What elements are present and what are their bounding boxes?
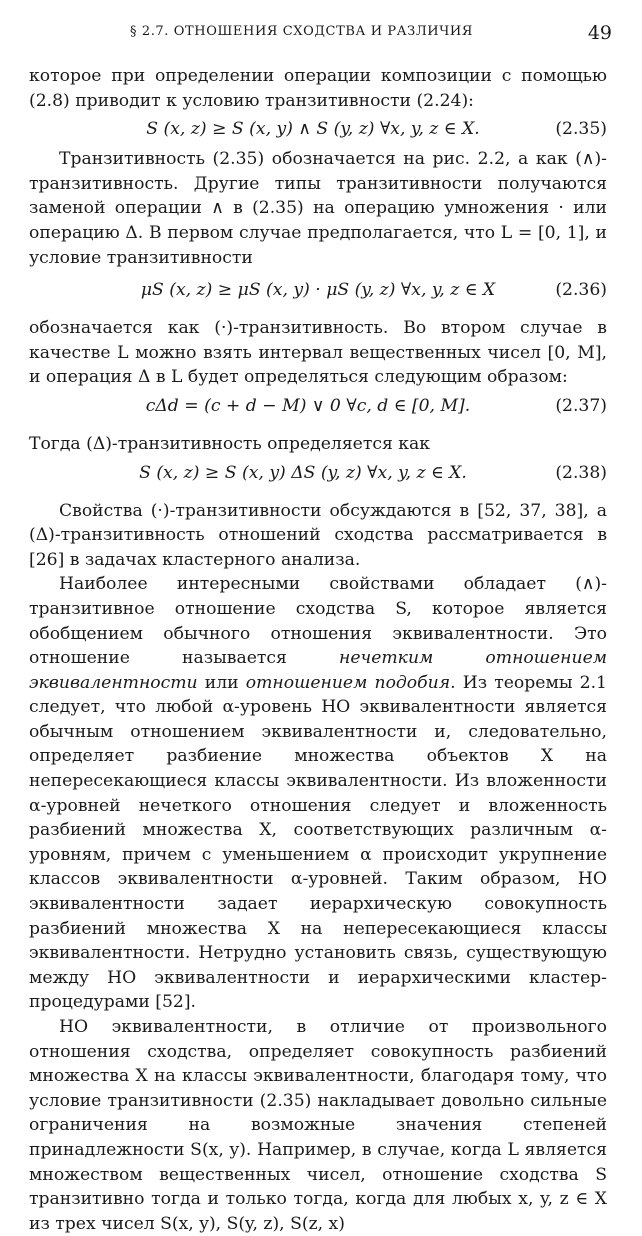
page-number: 49 bbox=[587, 22, 612, 44]
paragraph-partitions: НО эквивалентности, в отличие от произвольного отношения сходства, определяет совокупность разбиений множества X на классы эквивалентности, благодаря тому, что условие транзитивности (2.35) накладывает довольно сильные ограничения на возможные значения степеней принадлежности S(x, y). Например, в случае, когда L является множеством вещественных чисел, отношение сходства S транзитивно тогда и только тогда, когда для любых x, y, z ∈ X из трех чисел S(x, y), S(y, z), S(z, x) bbox=[29, 1017, 607, 1234]
paragraph-fuzzy-equivalence bbox=[29, 572, 607, 1015]
paragraph-transitivity-types: Транзитивность (2.35) обозначается на рис. 2.2, а как (∧)-транзитивность. Другие типы транзитивности получаются заменой операции ∧ в (2.35) на операцию умножения · или операцию Δ. В первом случае предполагается, что L = [0, 1], и условие транзитивности bbox=[29, 149, 607, 268]
page-body bbox=[29, 64, 607, 1236]
paragraph-text: . Из теоремы 2.1 следует, что любой α-уровень НО эквивалентности является обычным отношением эквивалентности и, следовательно, определяет разбиение множества объектов X на непересекающиеся классы эквивалентности. Из вложенности α-уровней нечеткого отношения следует и вложенность разбиений множества X, соответствующих различным α-уровням, причем с уменьшением α происходит укрупнение классов эквивалентности α-уровней. Таким образом, НО эквивалентности задает иерархическую совокупность разбиений множества X на непересекающиеся классы эквивалентности. Нетрудно установить связь, существующую между НО эквивалентности и иерархическими кластер-процедурами [52]. bbox=[29, 672, 607, 1013]
term-fuzzy-equivalence: нечетким отношением эквивалентности bbox=[29, 648, 607, 693]
paragraph-properties: Свойства (·)-транзитивности обсуждаются в [52, 37, 38], а (Δ)-транзитивность отношений сходства рассматривается в [26] в задачах кластерного анализа. bbox=[29, 500, 607, 570]
formula-2-35 bbox=[29, 115, 607, 143]
formula-expression: cΔd = (c + d − M) ∨ 0 ∀c, d ∈ [0, M]. bbox=[145, 395, 471, 416]
formula-expression: μS (x, z) ≥ μS (x, y) · μS (y, z) ∀x, y, z ∈ X bbox=[140, 280, 496, 301]
paragraph-text: Наиболее интересными свойствами обладает (∧)-транзитивное отношение сходства S, которое является обобщением обычного отношения эквивалентности. Это отношение называется bbox=[29, 574, 607, 669]
formula-expression: S (x, z) ≥ S (x, y) ∧ S (y, z) ∀x, y, z ∈ X. bbox=[146, 119, 480, 140]
formula-expression: S (x, z) ≥ S (x, y) ΔS (y, z) ∀x, y, z ∈ X. bbox=[139, 462, 467, 483]
formula-2-38 bbox=[29, 459, 607, 487]
paragraph-product-transitivity: обозначается как (·)-транзитивность. Во втором случае в качестве L можно взять интервал вещественных чисел [0, M], и операция Δ в L будет определяться следующим образом: bbox=[29, 318, 607, 388]
paragraph-delta-transitivity: Тогда (Δ)-транзитивность определяется как bbox=[29, 433, 431, 454]
running-head: § 2.7. ОТНОШЕНИЯ СХОДСТВА И РАЗЛИЧИЯ bbox=[130, 24, 473, 39]
formula-number: (2.35) bbox=[555, 119, 607, 140]
formula-2-36 bbox=[29, 276, 607, 304]
formula-2-37 bbox=[29, 392, 607, 420]
paragraph-continuation: которое при определении операции композиции с помощью (2.8) приводит к условию транзитивности (2.24): bbox=[29, 66, 607, 111]
page-header bbox=[30, 22, 612, 46]
formula-number: (2.37) bbox=[555, 395, 607, 416]
term-similarity: отношением подобия bbox=[245, 672, 451, 693]
paragraph-text: или bbox=[197, 672, 246, 693]
formula-number: (2.36) bbox=[555, 280, 607, 301]
formula-number: (2.38) bbox=[555, 462, 607, 483]
